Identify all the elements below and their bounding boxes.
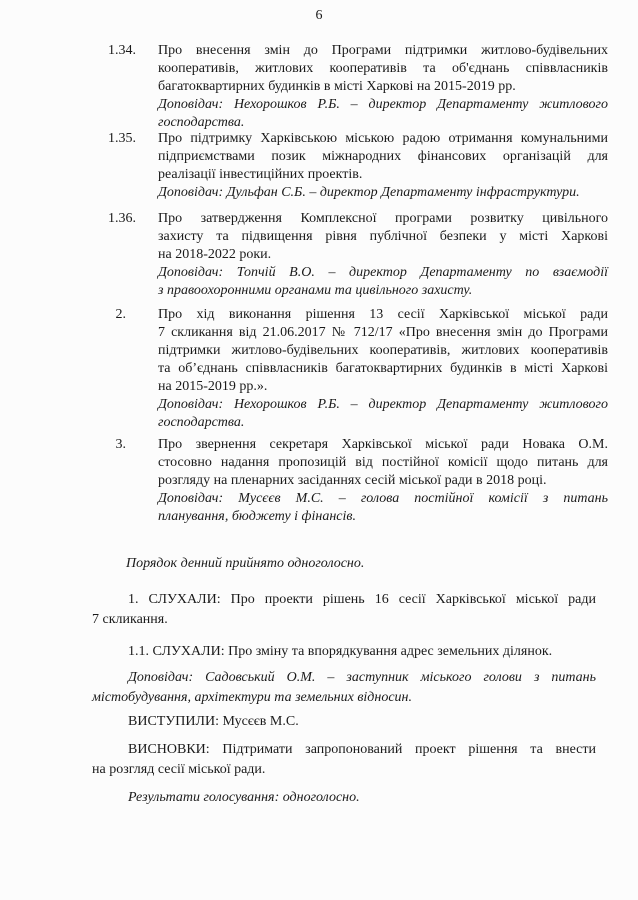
agenda-item-text bbox=[158, 42, 608, 132]
text-line: на 2015-2019 рр.». bbox=[158, 379, 268, 394]
agenda-item-number: 1.36. bbox=[108, 211, 136, 226]
text-line: Про затвердження Комплексної програми розвитку цивільного bbox=[158, 211, 608, 226]
agenda-item-text bbox=[158, 210, 608, 300]
text-line: Про підтримку Харківською міською радою отримання комунальними bbox=[158, 131, 608, 146]
agenda-item-text bbox=[158, 436, 608, 526]
reporter-line: Доповідач: Дульфан С.Б. – директор Департаменту інфраструктури. bbox=[158, 185, 580, 200]
text-line: Про внесення змін до Програми підтримки житлово-будівельних bbox=[158, 43, 608, 58]
vote-result: Результати голосування: одноголосно. bbox=[128, 790, 360, 805]
text-line: на розгляд сесії міської ради. bbox=[92, 762, 266, 777]
reporter-line: містобудування, архітектури та земельних відносин. bbox=[92, 690, 412, 705]
reporter-line: Доповідач: Мусєєв М.С. – голова постійної комісії з питань bbox=[158, 491, 608, 506]
heard-1-1: 1.1. СЛУХАЛИ: Про зміну та впорядкування адрес земельних ділянок. bbox=[128, 644, 553, 659]
reporter-line: Доповідач: Нехорошков Р.Б. – директор Департаменту житлового bbox=[158, 397, 608, 412]
text-line: підтримки житлово-будівельних кооперативів, житлових кооперативів bbox=[158, 343, 608, 358]
spoke: ВИСТУПИЛИ: Мусєєв М.С. bbox=[128, 714, 299, 729]
text-line: 7 скликання від 21.06.2017 № 712/17 «Про внесення змін до Програми bbox=[158, 325, 608, 340]
text-line: та об’єднань співвласників багатоквартирних будинків в місті Харкові bbox=[158, 361, 608, 376]
text-line: на 2018-2022 роки. bbox=[158, 247, 272, 262]
page-number: 6 bbox=[315, 8, 323, 23]
conclusions bbox=[92, 740, 596, 780]
agenda-item-text bbox=[158, 306, 608, 432]
agenda-item-number: 1.35. bbox=[108, 131, 136, 146]
reporter-line: з правоохоронними органами та цивільного захисту. bbox=[158, 283, 473, 298]
text-line: розгляду на пленарних засіданнях сесій міської ради в 2018 році. bbox=[158, 473, 547, 488]
text-line: 1. СЛУХАЛИ: Про проекти рішень 16 сесії Харківської міської ради bbox=[128, 592, 596, 607]
text-line: кооперативів, житлових кооперативів та об'єднань співвласників bbox=[158, 61, 608, 76]
text-line: 7 скликання. bbox=[92, 612, 168, 627]
text-line: реалізації інвестиційних проектів. bbox=[158, 167, 363, 182]
agenda-item-number: 1.34. bbox=[108, 43, 136, 58]
heard-1 bbox=[92, 590, 596, 630]
reporter-1-1 bbox=[92, 668, 596, 708]
reporter-line: планування, бюджету і фінансів. bbox=[158, 509, 356, 524]
text-line: багатоквартирних будинків в місті Харкові на 2015-2019 рр. bbox=[158, 79, 516, 94]
text-line: стосовно надання пропозицій від постійної комісії щодо питань для bbox=[158, 455, 608, 470]
reporter-line: Доповідач: Садовський О.М. – заступник міського голови з питань bbox=[128, 670, 596, 685]
reporter-line: господарства. bbox=[158, 115, 245, 130]
reporter-line: Доповідач: Топчій В.О. – директор Департаменту по взаємодії bbox=[158, 265, 608, 280]
text-line: Про звернення секретаря Харківської міської ради Новака О.М. bbox=[158, 437, 608, 452]
text-line: підприємствами позик міжнародних фінансових організацій для bbox=[158, 149, 608, 164]
agenda-item-text bbox=[158, 130, 608, 202]
text-line: Про хід виконання рішення 13 сесії Харківської міської ради bbox=[158, 307, 608, 322]
reporter-line: Доповідач: Нехорошков Р.Б. – директор Департаменту житлового bbox=[158, 97, 608, 112]
agenda-item-number: 3. bbox=[115, 437, 126, 452]
agenda-adopted: Порядок денний прийнято одноголосно. bbox=[126, 556, 365, 571]
text-line: ВИСНОВКИ: Підтримати запропонований проект рішення та внести bbox=[128, 742, 596, 757]
agenda-item-number: 2. bbox=[115, 307, 126, 322]
text-line: захисту та підвищення рівня публічної безпеки у місті Харкові bbox=[158, 229, 608, 244]
reporter-line: господарства. bbox=[158, 415, 245, 430]
